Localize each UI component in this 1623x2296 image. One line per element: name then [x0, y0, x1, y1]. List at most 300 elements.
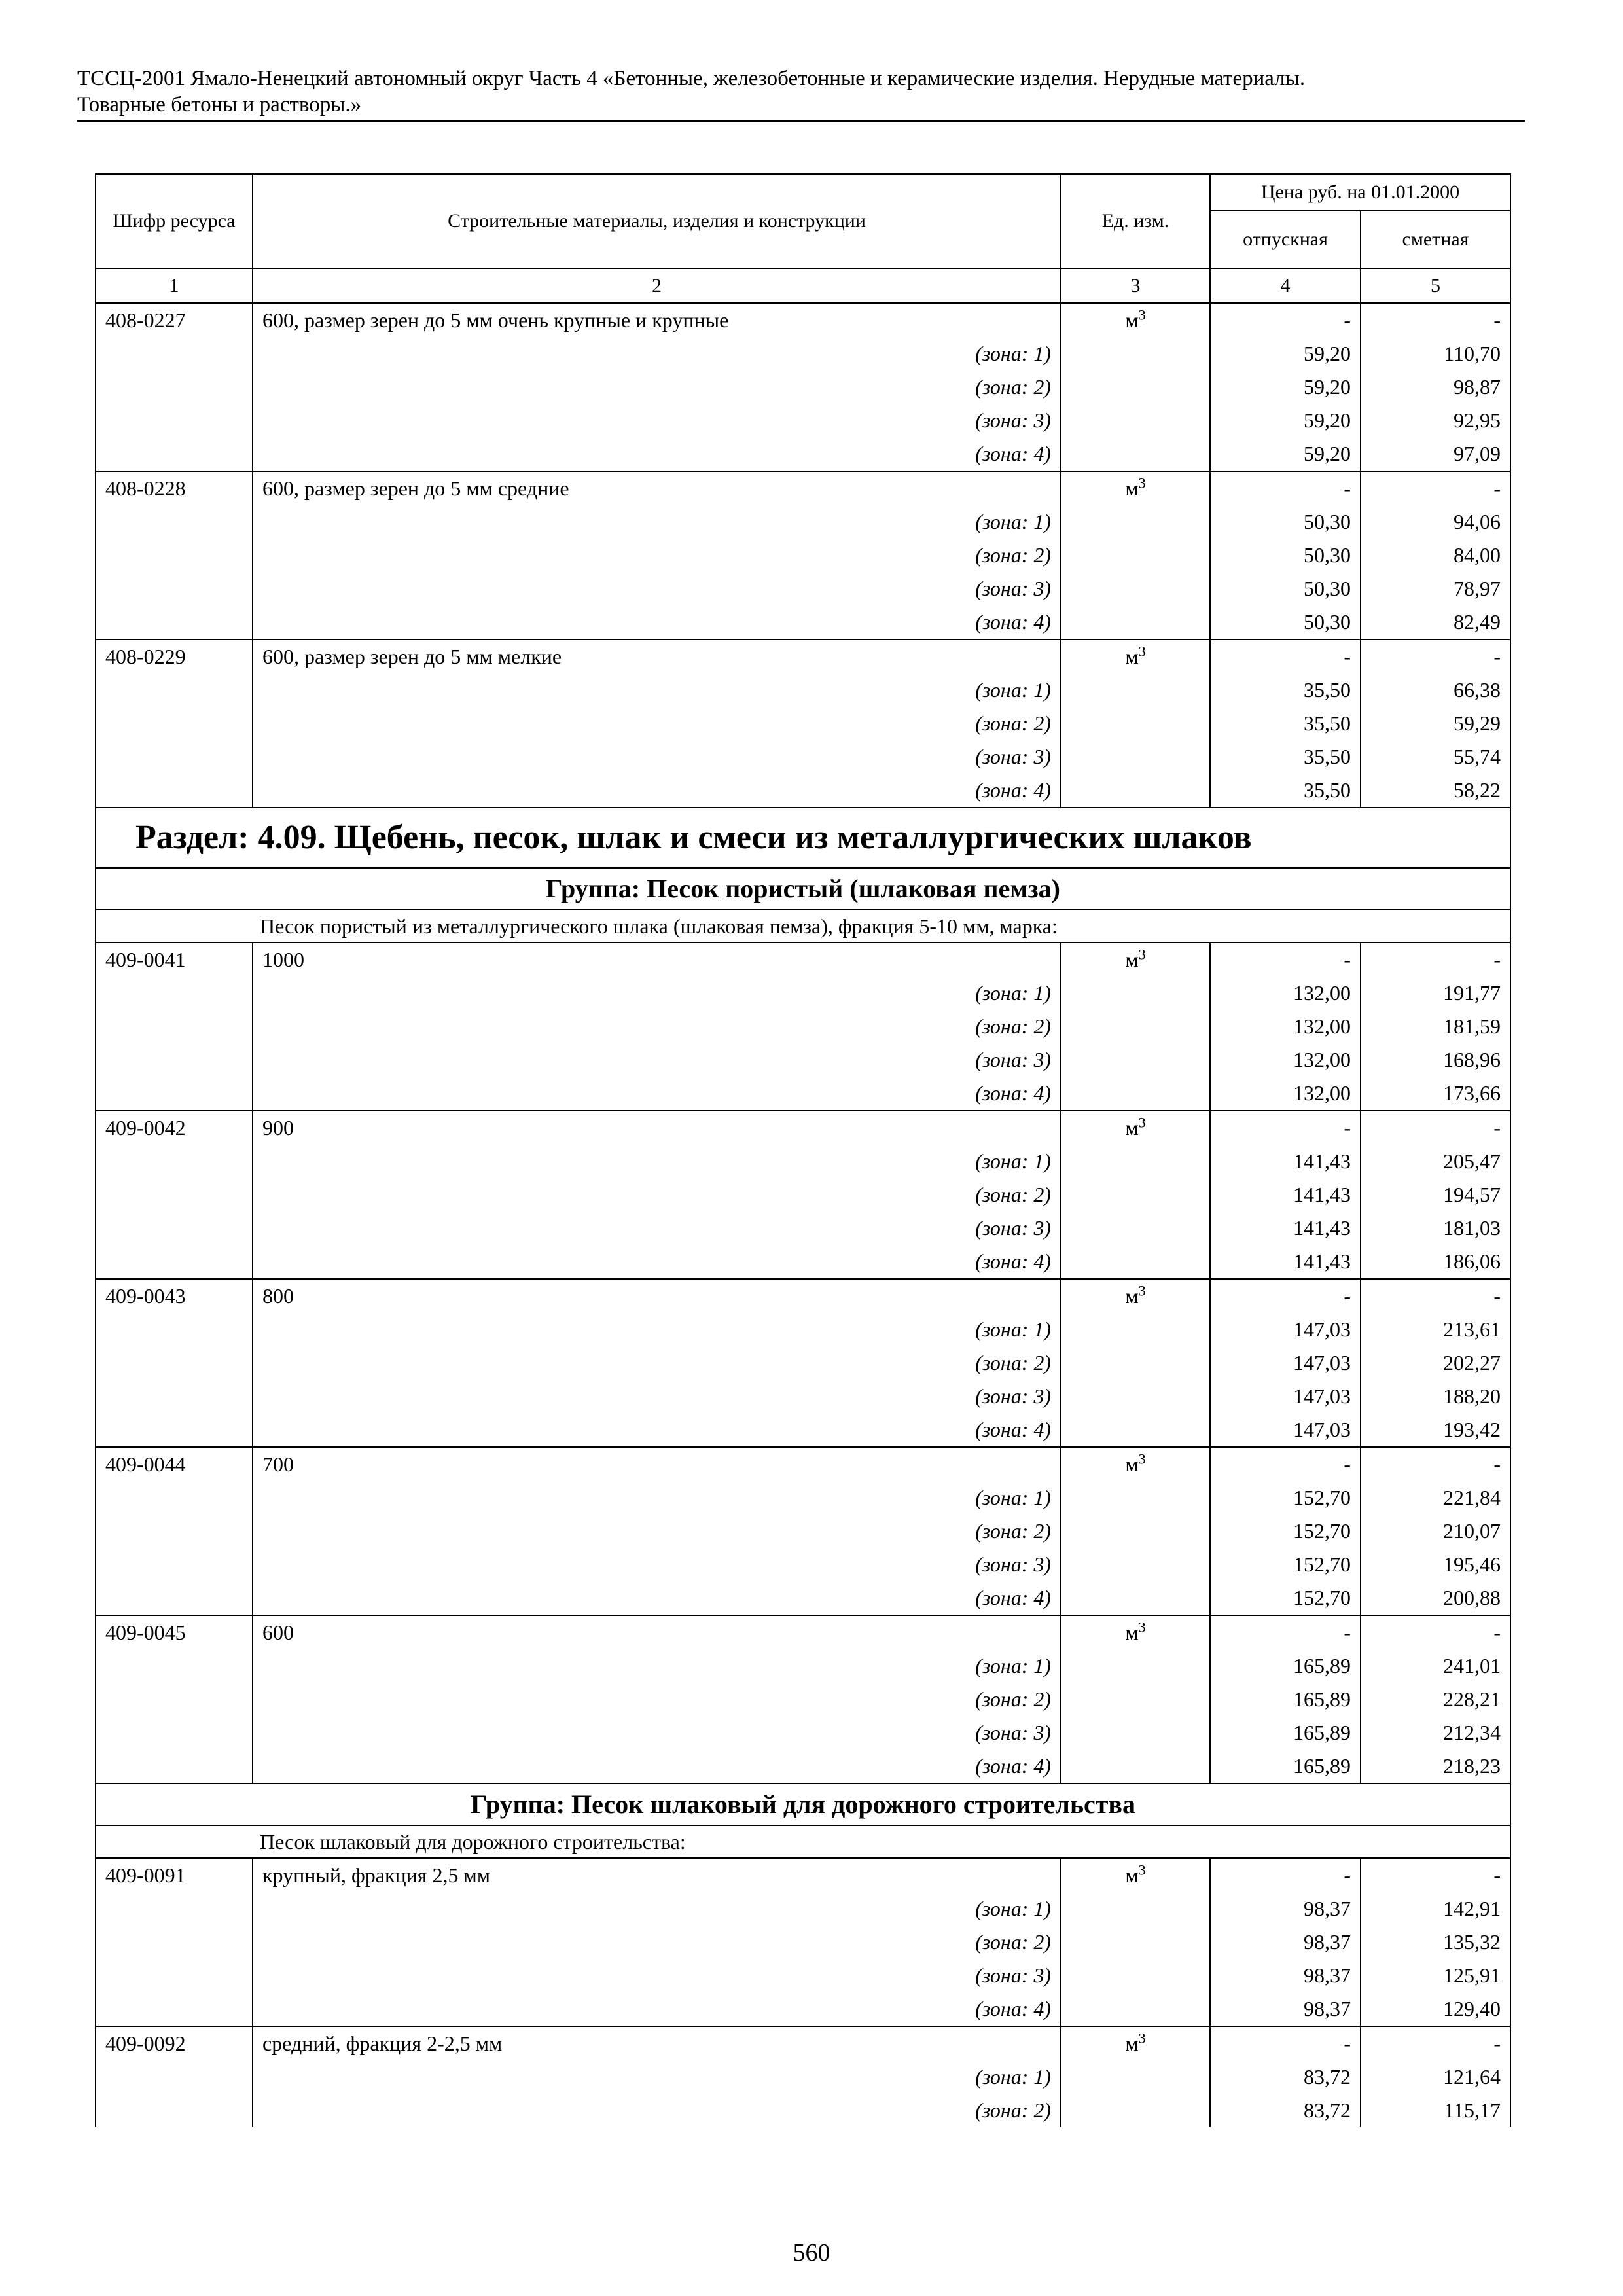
- unit-empty: [1061, 1749, 1210, 1784]
- price-release: 59,20: [1210, 370, 1361, 404]
- unit-empty: [1061, 1649, 1210, 1683]
- zone-row: [96, 1892, 1510, 1926]
- zone-row: [96, 1683, 1510, 1716]
- price-release: 132,00: [1210, 977, 1361, 1010]
- price-release: 141,43: [1210, 1145, 1361, 1178]
- unit-empty: [1061, 1515, 1210, 1548]
- unit-exponent: 3: [1138, 1619, 1146, 1636]
- code-empty: [96, 2094, 253, 2127]
- zone-row: [96, 2060, 1510, 2094]
- price-release: 50,30: [1210, 505, 1361, 539]
- unit-cell: [1061, 1615, 1210, 1649]
- unit-empty: [1061, 437, 1210, 471]
- price-release: 152,70: [1210, 1481, 1361, 1515]
- zone-label: (зона: 4): [253, 1245, 1061, 1279]
- price-estimate: 168,96: [1361, 1043, 1510, 1077]
- code-empty: [96, 505, 253, 539]
- zone-row: [96, 1178, 1510, 1211]
- code-empty: [96, 1245, 253, 1279]
- unit-empty: [1061, 977, 1210, 1010]
- unit-cell: [1061, 471, 1210, 505]
- zone-label: (зона: 3): [253, 572, 1061, 605]
- resource-name: 800: [253, 1279, 1061, 1313]
- zone-label: (зона: 4): [253, 605, 1061, 639]
- code-empty: [96, 707, 253, 740]
- code-empty: [96, 1892, 253, 1926]
- price-release: 35,50: [1210, 673, 1361, 707]
- price-estimate-empty: -: [1361, 1279, 1510, 1313]
- price-release: 141,43: [1210, 1211, 1361, 1245]
- resource-name: 900: [253, 1111, 1061, 1145]
- price-release: 35,50: [1210, 740, 1361, 774]
- resource-name: 1000: [253, 942, 1061, 977]
- resource-row: [96, 1279, 1510, 1313]
- price-release-empty: -: [1210, 1111, 1361, 1145]
- col-number-5: 5: [1361, 268, 1510, 303]
- unit-exponent: 3: [1138, 1282, 1146, 1299]
- unit-cell: [1061, 303, 1210, 337]
- zone-label: (зона: 4): [253, 1749, 1061, 1784]
- zone-label: (зона: 4): [253, 1581, 1061, 1615]
- col-number-4: 4: [1210, 268, 1361, 303]
- unit-empty: [1061, 1926, 1210, 1959]
- column-number-row: [96, 268, 1510, 303]
- price-release: 141,43: [1210, 1245, 1361, 1279]
- zone-label: (зона: 1): [253, 1481, 1061, 1515]
- unit-empty: [1061, 1010, 1210, 1043]
- code-empty: [96, 1178, 253, 1211]
- resource-code: 408-0229: [96, 639, 253, 673]
- zone-row: [96, 2094, 1510, 2127]
- price-estimate-empty: -: [1361, 942, 1510, 977]
- unit-cell: [1061, 942, 1210, 977]
- price-release: 132,00: [1210, 1010, 1361, 1043]
- price-estimate: 135,32: [1361, 1926, 1510, 1959]
- zone-row: [96, 1010, 1510, 1043]
- zone-label: (зона: 1): [253, 977, 1061, 1010]
- price-release: 50,30: [1210, 605, 1361, 639]
- unit-cell: [1061, 1279, 1210, 1313]
- zone-row: [96, 1245, 1510, 1279]
- price-estimate-empty: -: [1361, 1447, 1510, 1481]
- zone-label: (зона: 1): [253, 673, 1061, 707]
- zone-label: (зона: 2): [253, 1010, 1061, 1043]
- resource-row: [96, 2026, 1510, 2060]
- price-estimate: 213,61: [1361, 1313, 1510, 1346]
- zone-label: (зона: 2): [253, 1515, 1061, 1548]
- zone-row: [96, 437, 1510, 471]
- zone-row: [96, 404, 1510, 437]
- zone-row: [96, 1211, 1510, 1245]
- col-header-unit: Ед. изм.: [1061, 174, 1210, 268]
- unit-exponent: 3: [1138, 1114, 1146, 1131]
- resource-code: 409-0043: [96, 1279, 253, 1313]
- unit-exponent: 3: [1138, 643, 1146, 660]
- price-estimate-empty: -: [1361, 303, 1510, 337]
- zone-label: (зона: 1): [253, 1892, 1061, 1926]
- unit-base: м: [1125, 1621, 1139, 1644]
- unit-cell: [1061, 1447, 1210, 1481]
- unit-empty: [1061, 605, 1210, 639]
- resource-code: 409-0041: [96, 942, 253, 977]
- price-estimate-empty: -: [1361, 639, 1510, 673]
- price-release: 152,70: [1210, 1548, 1361, 1581]
- price-release-empty: -: [1210, 942, 1361, 977]
- resource-name: 600: [253, 1615, 1061, 1649]
- price-release: 147,03: [1210, 1313, 1361, 1346]
- resource-code: 409-0042: [96, 1111, 253, 1145]
- zone-row: [96, 505, 1510, 539]
- price-estimate: 241,01: [1361, 1649, 1510, 1683]
- zone-label: (зона: 3): [253, 1043, 1061, 1077]
- zone-label: (зона: 3): [253, 740, 1061, 774]
- zone-label: (зона: 2): [253, 1683, 1061, 1716]
- resource-name: 600, размер зерен до 5 мм средние: [253, 471, 1061, 505]
- price-release: 132,00: [1210, 1077, 1361, 1111]
- zone-label: (зона: 1): [253, 1145, 1061, 1178]
- code-empty: [96, 1749, 253, 1784]
- unit-empty: [1061, 1178, 1210, 1211]
- price-estimate: 59,29: [1361, 707, 1510, 740]
- zone-row: [96, 707, 1510, 740]
- unit-empty: [1061, 404, 1210, 437]
- code-empty: [96, 1043, 253, 1077]
- zone-row: [96, 1043, 1510, 1077]
- code-empty: [96, 1649, 253, 1683]
- document-header: [77, 65, 1525, 122]
- zone-row: [96, 774, 1510, 808]
- zone-row: [96, 673, 1510, 707]
- code-empty: [96, 1077, 253, 1111]
- unit-empty: [1061, 370, 1210, 404]
- price-release: 98,37: [1210, 1926, 1361, 1959]
- price-estimate-empty: -: [1361, 1858, 1510, 1892]
- subtitle-row: [96, 1825, 1510, 1858]
- zone-row: [96, 539, 1510, 572]
- code-empty: [96, 1716, 253, 1749]
- unit-exponent: 3: [1138, 946, 1146, 963]
- unit-base: м: [1125, 2032, 1139, 2055]
- table-header-row: [96, 174, 1510, 211]
- price-release: 165,89: [1210, 1716, 1361, 1749]
- zone-label: (зона: 1): [253, 1649, 1061, 1683]
- price-release: 35,50: [1210, 774, 1361, 808]
- price-release: 98,37: [1210, 1892, 1361, 1926]
- code-empty: [96, 1683, 253, 1716]
- unit-empty: [1061, 1992, 1210, 2026]
- zone-row: [96, 1380, 1510, 1413]
- unit-base: м: [1125, 1116, 1139, 1139]
- price-release: 141,43: [1210, 1178, 1361, 1211]
- price-estimate: 218,23: [1361, 1749, 1510, 1784]
- price-release: 132,00: [1210, 1043, 1361, 1077]
- unit-empty: [1061, 1683, 1210, 1716]
- code-empty: [96, 605, 253, 639]
- code-empty: [96, 1380, 253, 1413]
- zone-label: (зона: 4): [253, 437, 1061, 471]
- resource-name: крупный, фракция 2,5 мм: [253, 1858, 1061, 1892]
- price-estimate: 121,64: [1361, 2060, 1510, 2094]
- resource-name: средний, фракция 2-2,5 мм: [253, 2026, 1061, 2060]
- zone-label: (зона: 4): [253, 774, 1061, 808]
- price-release: 165,89: [1210, 1749, 1361, 1784]
- zone-row: [96, 1926, 1510, 1959]
- unit-empty: [1061, 1481, 1210, 1515]
- zone-label: (зона: 1): [253, 1313, 1061, 1346]
- price-estimate-empty: -: [1361, 1615, 1510, 1649]
- zone-row: [96, 572, 1510, 605]
- zone-row: [96, 1077, 1510, 1111]
- price-release: 152,70: [1210, 1581, 1361, 1615]
- unit-empty: [1061, 707, 1210, 740]
- price-estimate: 92,95: [1361, 404, 1510, 437]
- code-empty: [96, 1959, 253, 1992]
- price-release-empty: -: [1210, 2026, 1361, 2060]
- code-empty: [96, 572, 253, 605]
- unit-empty: [1061, 1043, 1210, 1077]
- unit-empty: [1061, 1413, 1210, 1447]
- resource-row: [96, 639, 1510, 673]
- resource-code: 409-0045: [96, 1615, 253, 1649]
- code-empty: [96, 404, 253, 437]
- zone-label: (зона: 1): [253, 337, 1061, 370]
- price-estimate: 58,22: [1361, 774, 1510, 808]
- price-release: 165,89: [1210, 1683, 1361, 1716]
- zone-row: [96, 1346, 1510, 1380]
- unit-empty: [1061, 1211, 1210, 1245]
- zone-row: [96, 1515, 1510, 1548]
- code-empty: [96, 1548, 253, 1581]
- unit-base: м: [1125, 948, 1139, 971]
- resource-row: [96, 471, 1510, 505]
- zone-label: (зона: 1): [253, 505, 1061, 539]
- price-estimate: 202,27: [1361, 1346, 1510, 1380]
- price-release: 165,89: [1210, 1649, 1361, 1683]
- price-estimate: 193,42: [1361, 1413, 1510, 1447]
- unit-empty: [1061, 1077, 1210, 1111]
- unit-empty: [1061, 1346, 1210, 1380]
- price-estimate: 82,49: [1361, 605, 1510, 639]
- subtitle-title: Песок шлаковый для дорожного строительства:: [96, 1825, 1510, 1858]
- zone-row: [96, 1749, 1510, 1784]
- zone-row: [96, 1481, 1510, 1515]
- subtitle-row: [96, 910, 1510, 942]
- section-title: Раздел: 4.09. Щебень, песок, шлак и смеси из металлургических шлаков: [96, 808, 1510, 868]
- zone-row: [96, 370, 1510, 404]
- unit-empty: [1061, 740, 1210, 774]
- unit-empty: [1061, 572, 1210, 605]
- code-empty: [96, 1010, 253, 1043]
- price-estimate-empty: -: [1361, 2026, 1510, 2060]
- unit-exponent: 3: [1138, 306, 1146, 323]
- price-estimate: 181,03: [1361, 1211, 1510, 1245]
- price-release-empty: -: [1210, 1447, 1361, 1481]
- price-estimate: 195,46: [1361, 1548, 1510, 1581]
- price-estimate: 66,38: [1361, 673, 1510, 707]
- unit-empty: [1061, 2094, 1210, 2127]
- unit-exponent: 3: [1138, 2030, 1146, 2047]
- zone-label: (зона: 3): [253, 1548, 1061, 1581]
- zone-row: [96, 1716, 1510, 1749]
- col-number-2: 2: [253, 268, 1061, 303]
- zone-label: (зона: 3): [253, 1716, 1061, 1749]
- price-release-empty: -: [1210, 1279, 1361, 1313]
- price-estimate: 173,66: [1361, 1077, 1510, 1111]
- price-estimate: 94,06: [1361, 505, 1510, 539]
- table-body: [96, 303, 1510, 2127]
- unit-empty: [1061, 539, 1210, 572]
- code-empty: [96, 1581, 253, 1615]
- price-release-empty: -: [1210, 1615, 1361, 1649]
- price-estimate: 210,07: [1361, 1515, 1510, 1548]
- unit-exponent: 3: [1138, 1450, 1146, 1467]
- code-empty: [96, 1346, 253, 1380]
- unit-cell: [1061, 639, 1210, 673]
- zone-label: (зона: 2): [253, 1346, 1061, 1380]
- price-estimate: 186,06: [1361, 1245, 1510, 1279]
- price-release: 83,72: [1210, 2094, 1361, 2127]
- resource-row: [96, 1111, 1510, 1145]
- resource-row: [96, 1858, 1510, 1892]
- code-empty: [96, 1992, 253, 2026]
- unit-empty: [1061, 1716, 1210, 1749]
- price-estimate: 212,34: [1361, 1716, 1510, 1749]
- zone-row: [96, 977, 1510, 1010]
- unit-empty: [1061, 1892, 1210, 1926]
- zone-label: (зона: 2): [253, 370, 1061, 404]
- unit-empty: [1061, 1581, 1210, 1615]
- resource-row: [96, 1447, 1510, 1481]
- unit-empty: [1061, 505, 1210, 539]
- unit-empty: [1061, 2060, 1210, 2094]
- header-line-1: ТССЦ-2001 Ямало-Ненецкий автономный округ Часть 4 «Бетонные, железобетонные и керамические изделия. Нерудные материалы.: [77, 67, 1306, 90]
- price-release-empty: -: [1210, 639, 1361, 673]
- price-estimate: 129,40: [1361, 1992, 1510, 2026]
- price-release-empty: -: [1210, 471, 1361, 505]
- price-release: 59,20: [1210, 337, 1361, 370]
- col-header-release: отпускная: [1210, 211, 1361, 268]
- unit-exponent: 3: [1138, 475, 1146, 492]
- price-estimate: 221,84: [1361, 1481, 1510, 1515]
- unit-base: м: [1125, 476, 1139, 500]
- code-empty: [96, 1313, 253, 1346]
- resource-row: [96, 1615, 1510, 1649]
- code-empty: [96, 774, 253, 808]
- price-release: 59,20: [1210, 404, 1361, 437]
- price-release: 59,20: [1210, 437, 1361, 471]
- zone-row: [96, 337, 1510, 370]
- col-header-estimate: сметная: [1361, 211, 1510, 268]
- price-release: 147,03: [1210, 1380, 1361, 1413]
- price-release: 50,30: [1210, 572, 1361, 605]
- unit-cell: [1061, 1858, 1210, 1892]
- unit-empty: [1061, 774, 1210, 808]
- zone-row: [96, 1413, 1510, 1447]
- zone-label: (зона: 3): [253, 404, 1061, 437]
- unit-cell: [1061, 2026, 1210, 2060]
- zone-label: (зона: 3): [253, 1211, 1061, 1245]
- resource-code: 409-0092: [96, 2026, 253, 2060]
- code-empty: [96, 1145, 253, 1178]
- zone-label: (зона: 2): [253, 2094, 1061, 2127]
- price-table: [95, 173, 1511, 2127]
- price-estimate: 84,00: [1361, 539, 1510, 572]
- price-estimate: 110,70: [1361, 337, 1510, 370]
- zone-label: (зона: 1): [253, 2060, 1061, 2094]
- unit-empty: [1061, 337, 1210, 370]
- code-empty: [96, 539, 253, 572]
- price-release: 147,03: [1210, 1346, 1361, 1380]
- code-empty: [96, 1413, 253, 1447]
- group-row: [96, 868, 1510, 910]
- resource-row: [96, 303, 1510, 337]
- unit-empty: [1061, 1548, 1210, 1581]
- zone-row: [96, 1313, 1510, 1346]
- unit-base: м: [1125, 1452, 1139, 1476]
- price-estimate: 205,47: [1361, 1145, 1510, 1178]
- price-estimate-empty: -: [1361, 1111, 1510, 1145]
- col-number-3: 3: [1061, 268, 1210, 303]
- zone-row: [96, 1959, 1510, 1992]
- price-estimate: 115,17: [1361, 2094, 1510, 2127]
- unit-exponent: 3: [1138, 1861, 1146, 1878]
- unit-base: м: [1125, 1284, 1139, 1308]
- price-estimate: 191,77: [1361, 977, 1510, 1010]
- group-title: Группа: Песок шлаковый для дорожного строительства: [96, 1784, 1510, 1825]
- price-release: 152,70: [1210, 1515, 1361, 1548]
- price-estimate: 125,91: [1361, 1959, 1510, 1992]
- group-row: [96, 1784, 1510, 1825]
- unit-empty: [1061, 1959, 1210, 1992]
- code-empty: [96, 1211, 253, 1245]
- price-estimate: 181,59: [1361, 1010, 1510, 1043]
- price-estimate-empty: -: [1361, 471, 1510, 505]
- price-estimate: 98,87: [1361, 370, 1510, 404]
- zone-label: (зона: 2): [253, 539, 1061, 572]
- resource-code: 409-0091: [96, 1858, 253, 1892]
- price-estimate: 200,88: [1361, 1581, 1510, 1615]
- unit-empty: [1061, 673, 1210, 707]
- zone-row: [96, 605, 1510, 639]
- code-empty: [96, 673, 253, 707]
- zone-row: [96, 740, 1510, 774]
- price-release-empty: -: [1210, 1858, 1361, 1892]
- price-release: 83,72: [1210, 2060, 1361, 2094]
- resource-code: 409-0044: [96, 1447, 253, 1481]
- code-empty: [96, 2060, 253, 2094]
- price-estimate: 188,20: [1361, 1380, 1510, 1413]
- resource-name: 600, размер зерен до 5 мм очень крупные и крупные: [253, 303, 1061, 337]
- price-release-empty: -: [1210, 303, 1361, 337]
- unit-empty: [1061, 1313, 1210, 1346]
- zone-row: [96, 1992, 1510, 2026]
- page-number: 560: [793, 2239, 830, 2267]
- group-title: Группа: Песок пористый (шлаковая пемза): [96, 868, 1510, 910]
- resource-name: 600, размер зерен до 5 мм мелкие: [253, 639, 1061, 673]
- price-release: 50,30: [1210, 539, 1361, 572]
- unit-empty: [1061, 1245, 1210, 1279]
- unit-base: м: [1125, 1863, 1139, 1887]
- price-estimate: 142,91: [1361, 1892, 1510, 1926]
- price-release: 98,37: [1210, 1992, 1361, 2026]
- col-number-1: 1: [96, 268, 253, 303]
- unit-base: м: [1125, 308, 1139, 332]
- code-empty: [96, 1481, 253, 1515]
- resource-code: 408-0227: [96, 303, 253, 337]
- section-row: [96, 808, 1510, 868]
- zone-label: (зона: 2): [253, 707, 1061, 740]
- code-empty: [96, 740, 253, 774]
